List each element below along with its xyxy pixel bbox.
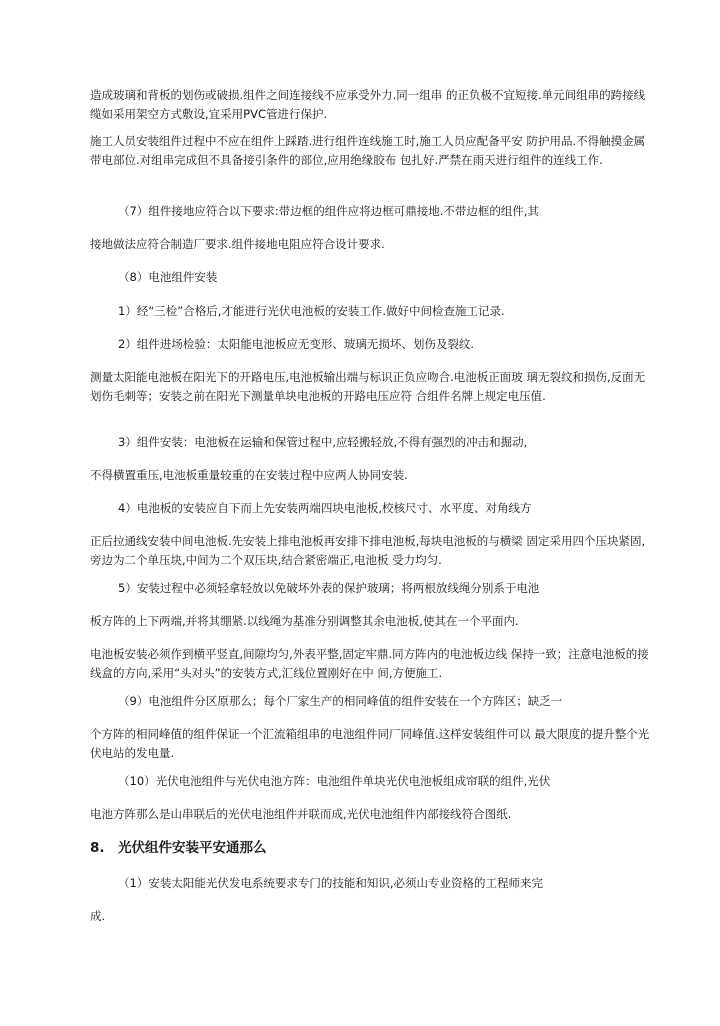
- paragraph: （1）安装太阳能光伏发电系统要求专门的技能和知识,必须山专业资格的工程师来完: [118, 876, 543, 890]
- paragraph: 接地做法应符合制造厂要求.组件接地电阻应符合设计要求.: [90, 237, 385, 251]
- paragraph: 个方阵的相同峰值的组件保证一个汇流箱组串的电池组件同厂同峰值.这样安装组件可以 最大限度的提升整个光伏电站的发电量.: [90, 727, 650, 760]
- paragraph: 4）电池板的安装应自下而上先安装两端四块电池板,校核尺寸、水平度、对角线方: [118, 501, 532, 515]
- paragraph: （8）电池组件安装: [118, 270, 218, 284]
- paragraph: 3）组件安装：电池板在运输和保管过程中,应轻搬轻放,不得有强烈的冲击和掘动,: [118, 435, 528, 449]
- paragraph: （9）电池组件分区原那么；每个厂家生产的相同峰值的组件安装在一个方阵区；缺乏一: [118, 694, 563, 708]
- section-title: 光伏组件安装平安通那么: [118, 840, 267, 856]
- paragraph: 1）经“三检”合格后,才能进行光伏电池板的安装工作.做好中间检查施工记录.: [118, 304, 505, 318]
- paragraph: 电池方阵那么是山串联后的光伏电池组件并联而成,光伏电池组件内部接线符合图纸.: [90, 807, 512, 821]
- paragraph: 施工人员安装组件过程中不应在组件上踩踏.进行组件连线施工时,施工人员应配备平安 防护用品.不得触摸金属带电部位.对组串完成但不具备接引条件的部位,应用绝缘胶布 包扎好.严禁在雨天进行组件的连线工作.: [90, 134, 646, 167]
- paragraph: 正后拉通线安装中间电池板.先安装上排电池板再安排下排电池板,每块电池板的与横梁 固定采用四个压块紧固,旁边为二个单压块,中间为二个双压块,结合紧密端正,电池板 受力均匀.: [90, 534, 646, 567]
- section-heading: [90, 838, 650, 858]
- paragraph: （7）组件接地应符合以下要求:带边框的组件应将边框可鼎接地.不带边框的组件,其: [118, 204, 539, 218]
- paragraph: 电池板安装必须作到横平竖直,间隙均匀,外表平整,固定牢鼎.同方阵内的电池板边线 保持一致；注意电池板的接线盒的方向,采用“头对头”的安装方式,汇线位置刚好在中 间,方便施工.: [90, 647, 649, 680]
- paragraph: 2）组件进场检验：太阳能电池板应无变形、玻璃无损坏、划伤及裂纹.: [118, 337, 474, 351]
- paragraph: 造成玻璃和背板的划伤或破损.组件之间连接线不应承受外力.同一组串 的正负极不宜短接.单元间组串的跨接线缆如采用架空方式敷设,宜采用PVC管进行保护.: [90, 88, 646, 121]
- paragraph: 板方阵的上下两端,并将其绷紧.以线绳为基准分别调整其余电池板,使其在一个平面内.: [90, 614, 519, 628]
- paragraph: 5）安装过程中必须轻拿轻放以免破坏外表的保护玻璃；将两根放线绳分别系于电池: [118, 581, 540, 595]
- paragraph: 成.: [90, 909, 106, 923]
- paragraph: 测量太阳能电池板在阳光下的开路电压,电池板输出端与标识正负应吻合.电池板正面玻 璃无裂纹和损伤,反面无划伤毛刺等；安装之前在阳光下测量单块电池板的开路电压应符 合组件名牌上规定电压值.: [90, 370, 646, 403]
- section-number: 8.: [90, 840, 105, 856]
- paragraph: 不得横置重压,电池板重量较重的在安装过程中应两人协同安装.: [90, 468, 408, 482]
- paragraph: （10）光伏电池组件与光伏电池方阵：电池组件单块光伏电池板组成帘联的组件,光伏: [118, 774, 551, 788]
